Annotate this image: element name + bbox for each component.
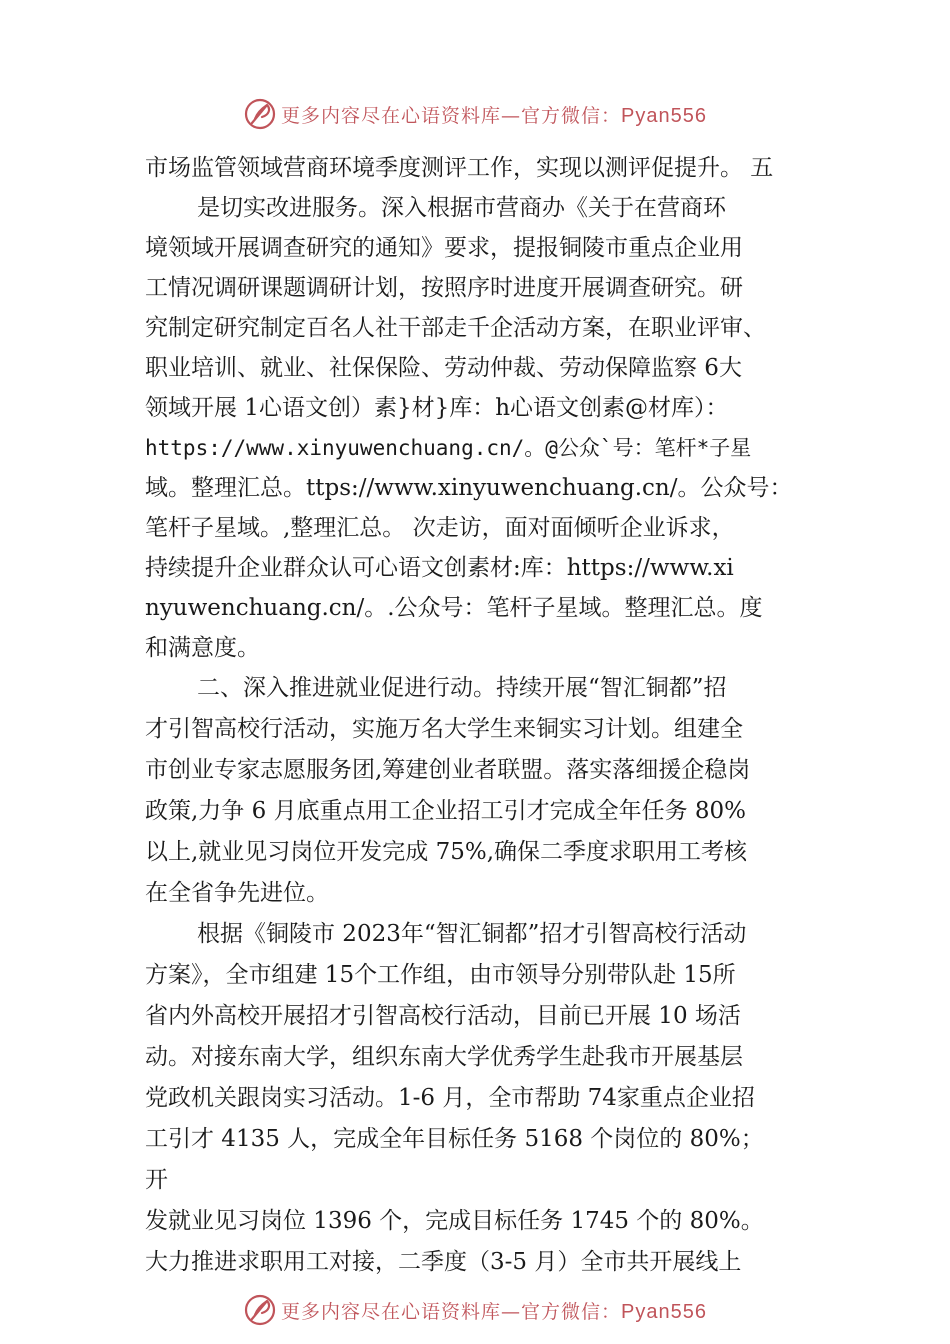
text-line: 是切实改进服务。深入根据市营商办《关于在营商环 [197,195,726,221]
text-line: 在全省争先进位。 [145,880,329,906]
text-line: 和满意度。 [145,635,260,661]
text-line: 职业培训、就业、社保保险、劳动仲裁、劳动保障监察 6大 [145,355,742,381]
text-line: 笔杆子星域。,整理汇总。 次走访，面对面倾听企业诉求， [145,515,735,541]
wechat-id: Pyan556 [621,1300,707,1323]
text-line: 领域开展 1心语文创）素}材}库：h心语文创素@材库）： [145,395,729,421]
text-line: nyuwenchuang.cn/。.公众号：笔杆子星域。整理汇总。度 [145,595,763,621]
text-line: 域。整理汇总。ttps://www.xinyuwenchuang.cn/。公众号： [145,475,793,501]
text-line: 党政机关跟岗实习活动。1-6 月，全市帮助 74家重点企业招 [145,1085,755,1111]
text-line: 究制定研究制定百名人社干部走千企活动方案，在职业评审、 [145,315,766,341]
text-line: 市创业专家志愿服务团,筹建创业者联盟。落实落细援企稳岗 [145,757,751,783]
watermark-text: 更多内容尽在心语资料库—官方微信：Pyan556 [281,104,707,127]
text-line: 以上,就业见习岗位开发完成 75%,确保二季度求职用工考核 [145,839,748,865]
text-line: 市场监管领域营商环境季度测评工作，实现以测评促提升。 五 [145,155,774,181]
text-line: 大力推进求职用工对接，二季度（3-5 月）全市共开展线上 [145,1249,742,1275]
text-line: 发就业见习岗位 1396 个，完成目标任务 1745 个的 80%。 [145,1208,764,1234]
text-line: 方案》，全市组建 15个工作组，由市领导分别带队赴 15所 [145,962,736,988]
text-line: 省内外高校开展招才引智高校行活动，目前已开展 10 场活 [145,1003,741,1029]
text-line: 根据《铜陵市 2023年“智汇铜都”招才引智高校行活动 [197,921,747,947]
text-line: 持续提升企业群众认可心语文创素材:库：https://www.xi [145,555,734,581]
document-body [145,148,810,1283]
text-line: 工情况调研课题调研计划，按照序时进度开展调查研究。研 [145,275,743,301]
text-line: 开 [145,1167,168,1193]
text-line: 政策,力争 6 月底重点用工企业招工引才完成全年任务 80% [145,798,746,824]
text-line: 动。对接东南大学，组织东南大学优秀学生赴我市开展基层 [145,1044,743,1070]
paragraph-1 [145,148,810,668]
wechat-id: Pyan556 [621,104,707,127]
header-watermark-banner [0,94,950,134]
text-line: 二、深入推进就业促进行动。持续开展“智汇铜都”招 [197,675,727,701]
footer-watermark-banner [0,1290,950,1330]
text-line: 才引智高校行活动，实施万名大学生来铜实习计划。组建全 [145,716,743,742]
url-text-line: https://www.xinyuwenchuang.cn/。@公众`号：笔杆*子星 [145,436,752,460]
text-line: 工引才 4135 人，完成全年目标任务 5168 个岗位的 80%； [145,1126,764,1152]
text-line: 境领域开展调查研究的通知》要求，提报铜陵市重点企业用 [145,235,743,261]
quill-logo-icon [243,1293,277,1327]
paragraph-3 [145,914,810,1283]
quill-logo-icon [243,97,277,131]
watermark-text: 更多内容尽在心语资料库—官方微信：Pyan556 [281,1300,707,1323]
paragraph-2 [145,668,810,914]
